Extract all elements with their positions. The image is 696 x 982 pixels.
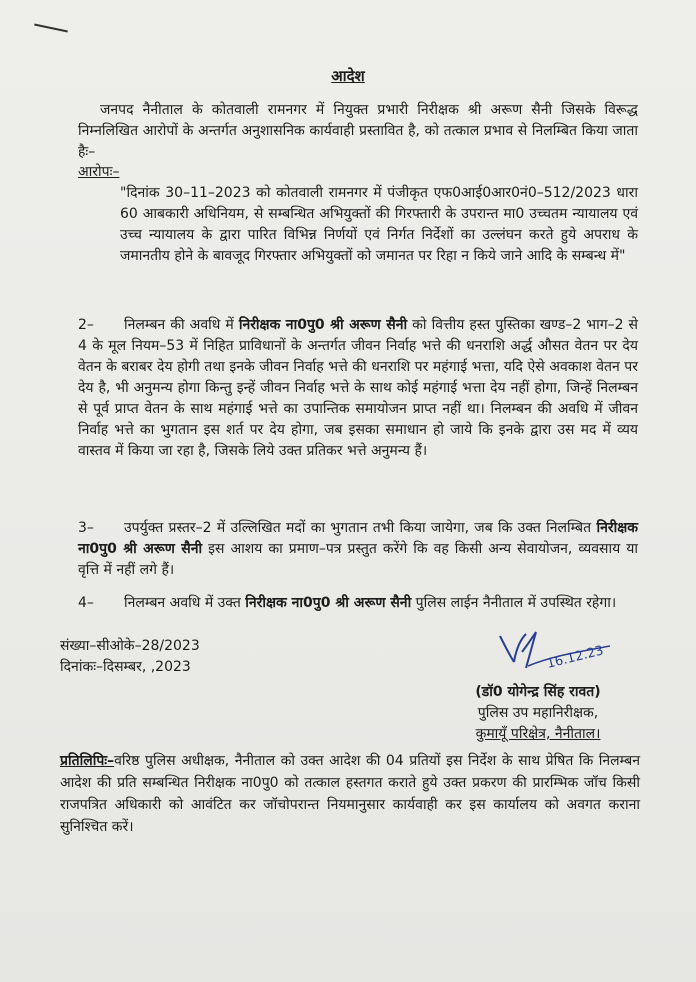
order-title: आदेश <box>331 67 365 85</box>
reference-number: संख्या–सीओके–28/2023 <box>60 638 200 654</box>
paragraph-3: 3– उपर्युक्त प्रस्तर–2 में उल्लिखित मदों का भुगतान तभी किया जायेगा, जब कि उक्त निलम्बित निरीक्षक ना0पु0 श्री अरूण सैनी इस आशय का प्रमाण–पत्र प्रस्तुत करेंगे कि वह किसी अन्य सेवायोजन, व्यवसाय या वृत्ति में नहीं लगे हैं। <box>78 520 638 578</box>
pen-mark <box>34 23 68 32</box>
copy-to-paragraph: प्रतिलिपिः–वरिष्ठ पुलिस अधीक्षक, नैनीताल को उक्त आदेश की 04 प्रतियों इस निर्देश के साथ प्रेषित कि निलम्बन आदेश की प्रति सम्बन्धित निरीक्षक ना0पु0 को तत्काल हस्तगत कराते हुये उक्त प्रकरण की प्रारम्भिक जॉच किसी राजपत्रित अधिकारी को आवंटित कर जॉचोपरान्त नियमानुसार कार्यवाही कर इस कार्यालय को अवगत कराना सुनिश्चित करें। <box>60 753 640 835</box>
charge-quote: "दिनांक 30–11–2023 को कोतवाली रामनगर में पंजीकृत एफ0आई0आर0नं0–512/2023 धारा 60 आबकारी अधिनियम, से सम्बन्धित अभियुक्तों की गिरफ्तारी के उपरान्त मा0 उच्चतम न्यायालय एवं उच्च न्यायालय के द्वारा पारित विभिन्न निर्णयों एवं निर्गत निर्देशों का उल्लंघन करते हुये अपराध के जमानतीय होने के बावजूद गिरफ्तार अभियुक्तों को जमानत पर रिहा न किये जाने आदि के सम्बन्ध में" <box>120 185 638 264</box>
charges-label: आरोपः– <box>78 164 120 180</box>
officer-name: निरीक्षक ना0पु0 श्री अरूण सैनी <box>238 317 408 333</box>
signature-date: 16.12.23 <box>545 643 606 672</box>
officer-name: निरीक्षक ना0पु0 श्री अरूण सैनी <box>245 595 412 611</box>
signatory-name: (डॉ0 योगेन्द्र सिंह रावत) <box>475 684 601 700</box>
paragraph-number: 2– <box>78 317 94 333</box>
signatory-region: कुमायूँ परिक्षेत्र, नैनीताल। <box>475 726 601 742</box>
copy-to-label: प्रतिलिपिः– <box>60 753 115 769</box>
order-date: दिनांकः–दिसम्बर, ,2023 <box>60 659 191 675</box>
handwritten-signature <box>492 622 622 678</box>
officer-name: निरीक्षक ना0पु0 श्री अरूण सैनी <box>78 520 638 557</box>
paragraph-number: 4– <box>78 595 94 611</box>
signatory-designation: पुलिस उप महानिरीक्षक, <box>477 705 599 721</box>
paragraph-2: 2– निलम्बन की अवधि में निरीक्षक ना0पु0 श्री अरूण सैनी को वित्तीय हस्त पुस्तिका खण्ड–2 भाग–2 से 4 के मूल नियम–53 में निहित प्राविधानों के अन्तर्गत जीवन निर्वाह भत्ते की धनराशि अर्द्ध औसत वेतन पर देय वेतन के बराबर देय होगी तथा इनके जीवन निर्वाह भत्ते की धनराशि पर महंगाई भत्ता, यदि ऐसे अवकाश वेतन पर देय है, भी अनुमन्य होगा किन्तु इन्हें जीवन निर्वाह भत्ते के साथ कोई महंगाई भत्ता देय नहीं होगा, जिन्हें निलम्बन से पूर्व प्राप्त वेतन के साथ महंगाई भत्ते का उपान्तिक समायोजन प्राप्त नहीं था। निलम्बन की अवधि में जीवन निर्वाह भत्ते का भुगतान इस शर्त पर देय होगा, जब इसका समाधान हो जाये कि इनके द्वारा उस मद में व्यय वास्तव में किया जा रहा है, जिसके लिये उक्त प्रतिकर भत्ते अनुमन्य हैं। <box>78 317 639 459</box>
paragraph-number: 3– <box>78 520 94 536</box>
signatory-block <box>438 682 638 745</box>
paragraph-4: 4– निलम्बन अवधि में उक्त निरीक्षक ना0पु0 श्री अरूण सैनी पुलिस लाईन नैनीताल में उपस्थित रहेगा। <box>78 593 638 614</box>
intro-paragraph: जनपद नैनीताल के कोतवाली रामनगर में नियुक्त प्रभारी निरीक्षक श्री अरूण सैनी जिसके विरूद्ध निम्नलिखित आरोपों के अन्तर्गत अनुशासनिक कार्यवाही प्रस्तावित है, को तत्काल प्रभाव से निलम्बित किया जाता हैः– <box>78 102 638 160</box>
